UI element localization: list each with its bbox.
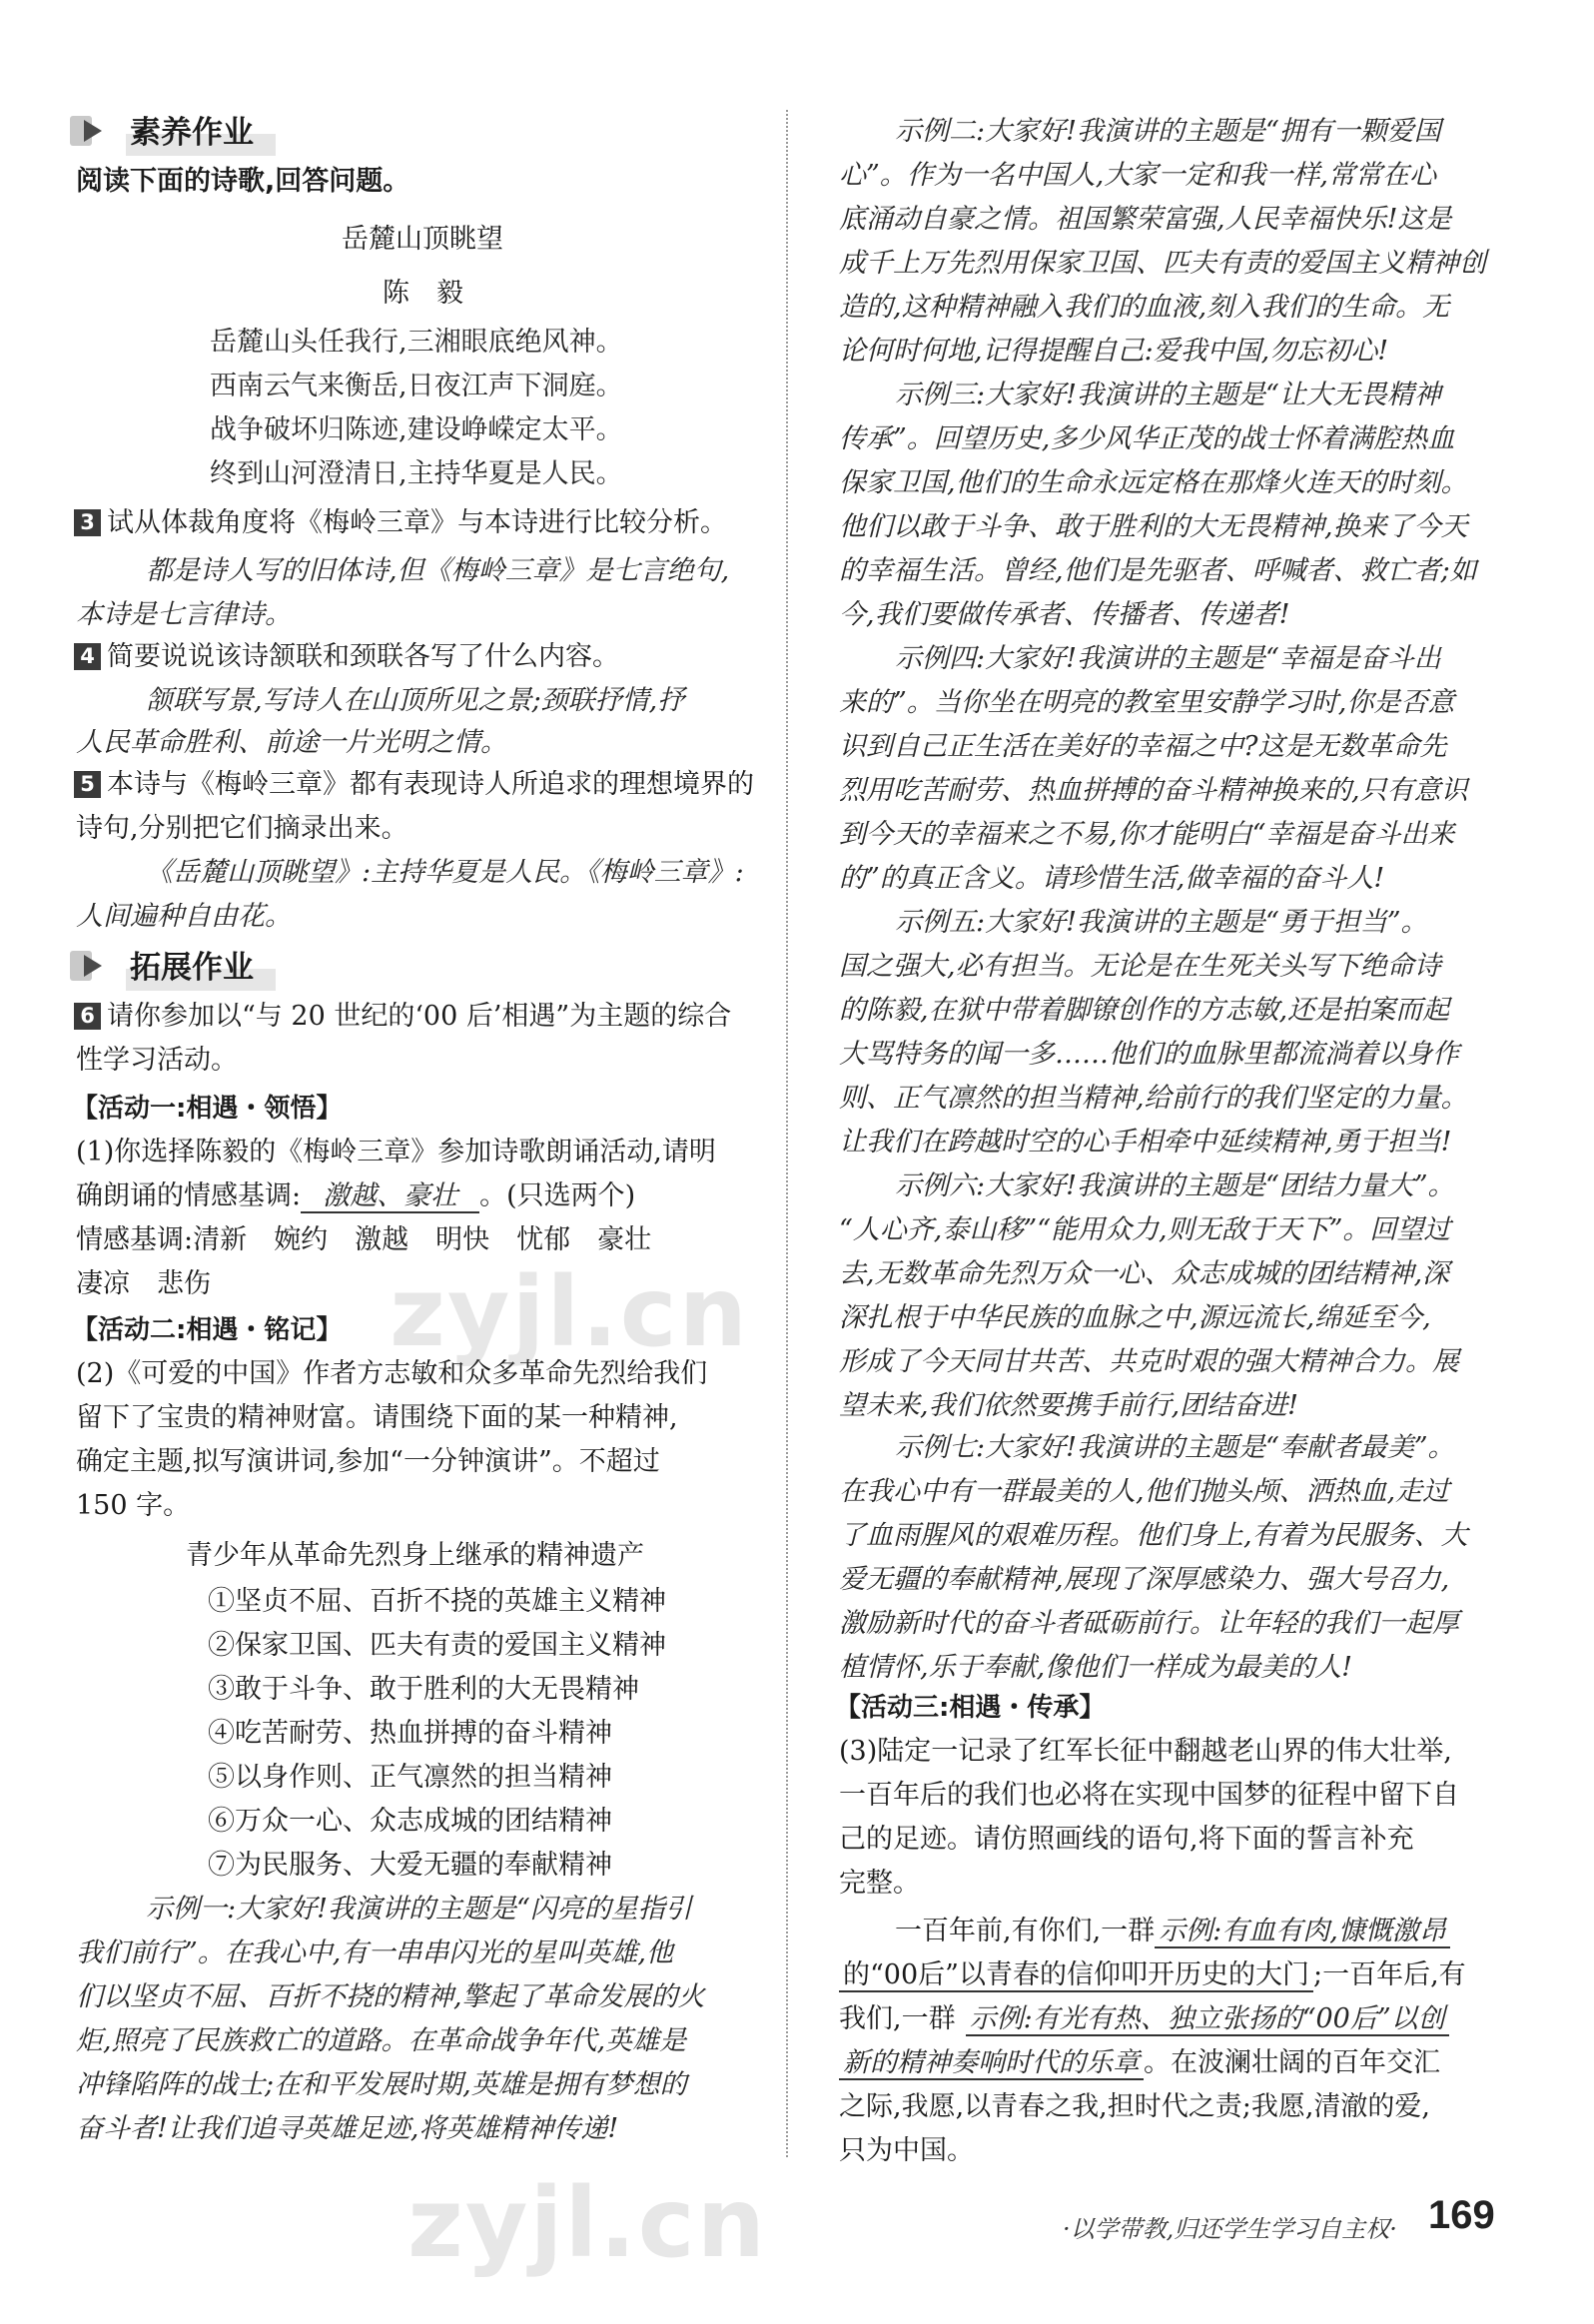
example-line: 论何时何地,记得提醒自己:爱我中国,勿忘初心! — [839, 336, 1389, 367]
activity-text: 确定主题,拟写演讲词,参加“一分钟演讲”。不超过 — [76, 1446, 660, 1477]
question-number: 6 — [74, 1003, 101, 1030]
question-4 — [74, 635, 619, 679]
emotion-options: 凄凉 悲伤 — [76, 1268, 211, 1299]
example-line: 成千上万先烈用保家卫国、匹夫有责的爱国主义精神创 — [839, 248, 1486, 279]
question-number: 4 — [74, 643, 101, 670]
example-line: 示例七:大家好!我演讲的主题是“奉献者最美”。 — [895, 1432, 1455, 1463]
fill-answer: 示例:有血有肉,慷慨激昂 — [1155, 1916, 1450, 1948]
example-line: 来的”。当你坐在明亮的教室里安静学习时,你是否意 — [839, 687, 1455, 718]
list-item: ⑥万众一心、众志成城的团结精神 — [208, 1806, 612, 1837]
activity-text: 己的足迹。请仿照画线的语句,将下面的誓言补充 — [839, 1824, 1414, 1855]
underlined-sentence: 的“00后”以青春的信仰叩开历史的大门 — [839, 1959, 1313, 1992]
question-text: 性学习活动。 — [76, 1045, 238, 1076]
emotion-options: 情感基调:清新 婉约 激越 明快 忧郁 豪壮 — [76, 1224, 652, 1255]
example-line: 国之强大,必有担当。无论是在生死关头写下绝命诗 — [839, 951, 1441, 982]
example-line: 让我们在跨越时空的心手相牵中延续精神,勇于担当! — [839, 1127, 1452, 1158]
example-line: 示例二:大家好!我演讲的主题是“拥有一颗爱国 — [895, 116, 1441, 147]
example-line: 传承”。回望历史,多少风华正茂的战士怀着满腔热血 — [839, 423, 1455, 454]
text: ;一百年后,有 — [1312, 1959, 1466, 1990]
oath-line — [839, 1953, 1466, 1997]
example-line: 的陈毅,在狱中带着脚镣创作的方志敏,还是拍案而起 — [839, 995, 1450, 1026]
question-text: 请你参加以“与 20 世纪的‘00 后’相遇”为主题的综合 — [107, 1001, 732, 1032]
text: 。(只选两个) — [479, 1180, 636, 1211]
activity-text: (2)《可爱的中国》作者方志敏和众多革命先烈给我们 — [76, 1358, 708, 1389]
question-number: 3 — [74, 509, 101, 536]
example-line: 炬,照亮了民族救亡的道路。在革命战争年代,英雄是 — [76, 2025, 687, 2056]
example-line: 底涌动自豪之情。祖国繁荣富强,人民幸福快乐!这是 — [839, 204, 1452, 235]
section-title: 拓展作业 — [126, 942, 276, 991]
example-line: 他们以敢于斗争、敢于胜利的大无畏精神,换来了今天 — [839, 511, 1468, 542]
question-text: 本诗与《梅岭三章》都有表现诗人所追求的理想境界的 — [107, 769, 754, 800]
activity-heading: 【活动三:相遇・传承】 — [835, 1693, 1106, 1723]
answer-line: 人间遍种自由花。 — [76, 901, 292, 932]
fill-answer: 激越、豪壮 — [301, 1180, 479, 1213]
watermark: zyjl.cn — [390, 1256, 749, 1368]
fill-answer: 示例:有光有热、独立张扬的“00后”以创 — [966, 2003, 1449, 2036]
example-line: 心”。作为一名中国人,大家一定和我一样,常常在心 — [839, 160, 1436, 191]
example-line: 的幸福生活。曾经,他们是先驱者、呼喊者、救亡者;如 — [839, 555, 1477, 586]
activity-text: 完整。 — [839, 1868, 920, 1899]
poem-author: 陈 毅 — [383, 278, 463, 309]
example-line: 形成了今天同甘共苦、共克时艰的强大精神合力。展 — [839, 1346, 1459, 1377]
activity-text: (3)陆定一记录了红军长征中翻越老山界的伟大壮举, — [839, 1736, 1452, 1767]
poem-title: 岳麓山顶眺望 — [342, 224, 503, 255]
example-line: 爱无疆的奉献精神,展现了深厚感染力、强大号召力, — [839, 1564, 1450, 1595]
list-item: ③敢于斗争、敢于胜利的大无畏精神 — [208, 1674, 639, 1705]
text: 。在波澜壮阔的百年交汇 — [1144, 2047, 1440, 2078]
section-header-extension — [70, 943, 276, 989]
poem-line: 终到山河澄清日,主持华夏是人民。 — [210, 458, 623, 489]
oath-line — [839, 2041, 1440, 2085]
footer-slogan: ·以学带教,归还学生学习自主权· — [1063, 2215, 1397, 2243]
example-line: 了血雨腥风的艰难历程。他们身上,有着为民服务、大 — [839, 1520, 1468, 1551]
example-line: 示例三:大家好!我演讲的主题是“让大无畏精神 — [895, 380, 1441, 410]
list-item: ⑦为民服务、大爱无疆的奉献精神 — [208, 1850, 612, 1881]
example-line: 示例六:大家好!我演讲的主题是“团结力量大”。 — [895, 1170, 1455, 1201]
activity-text: 留下了宝贵的精神财富。请围绕下面的某一种精神, — [76, 1402, 678, 1433]
example-line: 示例四:大家好!我演讲的主题是“幸福是奋斗出 — [895, 643, 1441, 674]
example-line: 冲锋陷阵的战士;在和平发展时期,英雄是拥有梦想的 — [76, 2069, 687, 2100]
arrow-badge-icon — [70, 112, 116, 150]
oath-line: 之际,我愿,以青春之我,担时代之责;我愿,清澈的爱, — [839, 2091, 1431, 2122]
intro-text: 阅读下面的诗歌,回答问题。 — [76, 166, 410, 197]
poem-line: 岳麓山头任我行,三湘眼底绝风神。 — [210, 327, 623, 358]
example-line: 今,我们要做传承者、传播者、传递者! — [839, 599, 1290, 630]
answer-line: 人民革命胜利、前途一片光明之情。 — [76, 727, 507, 758]
question-text: 试从体裁角度将《梅岭三章》与本诗进行比较分析。 — [107, 507, 727, 538]
oath-line — [839, 1997, 1449, 2041]
example-line: 奋斗者!让我们追寻英雄足迹,将英雄精神传递! — [76, 2113, 619, 2144]
example-line: 在我心中有一群最美的人,他们抛头颅、洒热血,走过 — [839, 1476, 1450, 1507]
section-header-literacy — [70, 108, 276, 154]
activity-heading: 【活动一:相遇・领悟】 — [72, 1094, 343, 1124]
question-text: 诗句,分别把它们摘录出来。 — [76, 813, 408, 844]
list-item: ①坚贞不屈、百折不挠的英雄主义精神 — [208, 1586, 666, 1617]
question-text: 简要说说该诗颔联和颈联各写了什么内容。 — [107, 641, 619, 672]
list-item: ④吃苦耐劳、热血拼搏的奋斗精神 — [208, 1718, 612, 1749]
list-title: 青少年从革命先烈身上继承的精神遗产 — [186, 1540, 644, 1571]
example-line: 则、正气凛然的担当精神,给前行的我们坚定的力量。 — [839, 1083, 1468, 1114]
example-line: 保家卫国,他们的生命永远定格在那烽火连天的时刻。 — [839, 467, 1468, 498]
activity-text: (1)你选择陈毅的《梅岭三章》参加诗歌朗诵活动,请明 — [76, 1137, 716, 1167]
page-number: 169 — [1428, 2193, 1495, 2237]
column-divider — [786, 110, 788, 2157]
answer-line: 《岳麓山顶眺望》:主持华夏是人民。《梅岭三章》: — [146, 857, 744, 888]
oath-line — [895, 1910, 1450, 1953]
list-item: ②保家卫国、匹夫有责的爱国主义精神 — [208, 1630, 666, 1661]
example-line: 烈用吃苦耐劳、热血拼搏的奋斗精神换来的,只有意识 — [839, 775, 1468, 806]
example-line: 去,无数革命先烈万众一心、众志成城的团结精神,深 — [839, 1258, 1450, 1289]
activity-text-line — [76, 1174, 635, 1218]
example-line: 望未来,我们依然要携手前行,团结奋进! — [839, 1390, 1299, 1421]
poem-line: 西南云气来衡岳,日夜江声下洞庭。 — [210, 371, 623, 401]
answer-line: 本诗是七言律诗。 — [76, 599, 292, 630]
example-line: 深扎根于中华民族的血脉之中,源远流长,绵延至今, — [839, 1302, 1431, 1333]
example-line: 到今天的幸福来之不易,你才能明白“幸福是奋斗出来 — [839, 819, 1455, 850]
text: 确朗诵的情感基调: — [76, 1180, 302, 1211]
example-line: 激励新时代的奋斗者砥砺前行。让年轻的我们一起厚 — [839, 1608, 1459, 1639]
poem-line: 战争破坏归陈迹,建设峥嵘定太平。 — [210, 414, 623, 445]
answer-line: 颔联写景,写诗人在山顶所见之景;颈联抒情,抒 — [146, 685, 685, 716]
watermark: zyjl.cn — [407, 2167, 767, 2279]
example-line: 示例五:大家好!我演讲的主题是“勇于担当”。 — [895, 907, 1428, 938]
activity-heading: 【活动二:相遇・铭记】 — [72, 1315, 343, 1345]
answer-line: 都是诗人写的旧体诗,但《梅岭三章》是七言绝句, — [146, 555, 730, 586]
question-number: 5 — [74, 771, 101, 798]
text: 我们,一群 — [839, 2003, 956, 2034]
question-6 — [74, 995, 731, 1039]
example-line: 植情怀,乐于奉献,像他们一样成为最美的人! — [839, 1652, 1353, 1683]
text: 一百年前,有你们,一群 — [895, 1916, 1156, 1946]
example-line: 示例一:大家好!我演讲的主题是“闪亮的星指引 — [146, 1894, 692, 1925]
example-line: 造的,这种精神融入我们的血液,刻入我们的生命。无 — [839, 292, 1450, 323]
example-line: 识到自己正生活在美好的幸福之中?这是无数革命先 — [839, 731, 1447, 762]
list-item: ⑤以身作则、正气凛然的担当精神 — [208, 1762, 612, 1793]
example-line: “人心齐,泰山移”“能用众力,则无敌于天下”。回望过 — [839, 1214, 1451, 1245]
arrow-badge-icon — [70, 947, 116, 985]
fill-answer: 新的精神奏响时代的乐章 — [839, 2047, 1144, 2080]
section-title: 素养作业 — [126, 107, 276, 156]
example-line: 们以坚贞不屈、百折不挠的精神,擎起了革命发展的火 — [76, 1981, 705, 2012]
activity-text: 一百年后的我们也必将在实现中国梦的征程中留下自 — [839, 1780, 1459, 1811]
example-line: 我们前行”。在我心中,有一串串闪光的星叫英雄,他 — [76, 1937, 673, 1968]
activity-text: 150 字。 — [76, 1490, 191, 1521]
example-line: 的”的真正含义。请珍惜生活,做幸福的奋斗人! — [839, 863, 1385, 894]
example-line: 大骂特务的闻一多……他们的血脉里都流淌着以身作 — [839, 1039, 1459, 1070]
question-5 — [74, 763, 754, 807]
question-3 — [74, 501, 727, 545]
oath-line: 只为中国。 — [839, 2135, 974, 2166]
